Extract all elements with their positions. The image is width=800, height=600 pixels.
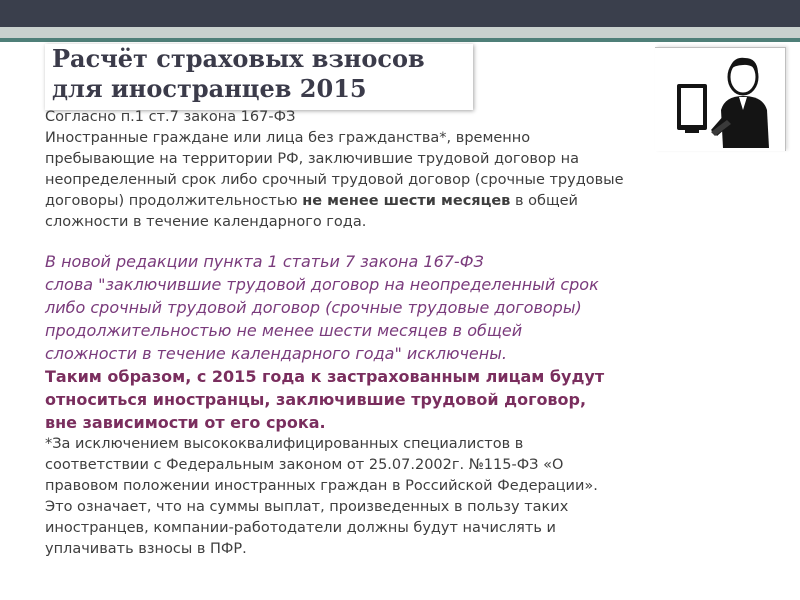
para4-line-6: уплачивать взносы в ПФР. (45, 541, 247, 557)
para4-line-1: *За исключением высококвалифицированных специалистов в (45, 436, 524, 452)
slide-top-bar (0, 0, 800, 27)
conclusion-paragraph (45, 365, 765, 434)
para3-line-1: Таким образом, с 2015 года к застрахованным лицам будут (45, 367, 605, 386)
para1-line-5 (45, 191, 765, 212)
footnote-paragraph (45, 434, 765, 560)
para1-line-6: сложности в течение календарного года. (45, 214, 367, 230)
title-line-1: Расчёт страховых взносов (52, 44, 425, 73)
amendment-paragraph (45, 250, 765, 365)
para1-line-1: Согласно п.1 ст.7 закона 167-ФЗ (45, 109, 296, 125)
title-line-2: для иностранцев 2015 (52, 74, 367, 103)
para4-line-3: правовом положении иностранных граждан в Российской Федерации». (45, 478, 598, 494)
para4-line-4: Это означает, что на суммы выплат, произведенных в пользу таких (45, 499, 569, 515)
para2-line-5: сложности в течение календарного года" исключены. (45, 344, 507, 363)
slide-stripe-teal (0, 38, 800, 42)
para1-line-3: пребывающие на территории РФ, заключившие трудовой договор на (45, 151, 579, 167)
para3-line-3: вне зависимости от его срока. (45, 413, 326, 432)
para2-line-3: либо срочный трудовой договор (срочные трудовые договоры) (45, 298, 582, 317)
para2-line-2: слова "заключившие трудовой договор на неопределенный срок (45, 275, 599, 294)
para1-line-5-pre: договоры) продолжительностью (45, 193, 303, 209)
para2-line-4: продолжительностью не менее шести месяцев в общей (45, 321, 523, 340)
slide-title (52, 44, 472, 104)
para2-line-1: В новой редакции пункта 1 статьи 7 закона 167-ФЗ (45, 252, 484, 271)
slide-stripe-light (0, 27, 800, 38)
para1-line-2: Иностранные граждане или лица без гражданства*, временно (45, 130, 531, 146)
para4-line-2: соответствии с Федеральным законом от 25.07.2002г. №115-ФЗ «О (45, 457, 564, 473)
slide-body (45, 107, 765, 560)
para4-line-5: иностранцев, компании-работодатели должны будут начислять и (45, 520, 556, 536)
para1-line-5-post: в общей (510, 193, 578, 209)
para3-line-2: относиться иностранцы, заключившие трудовой договор, (45, 390, 587, 409)
para1-line-4: неопределенный срок либо срочный трудовой договор (срочные трудовые (45, 172, 624, 188)
para1-line-5-bold: не менее шести месяцев (302, 193, 511, 209)
